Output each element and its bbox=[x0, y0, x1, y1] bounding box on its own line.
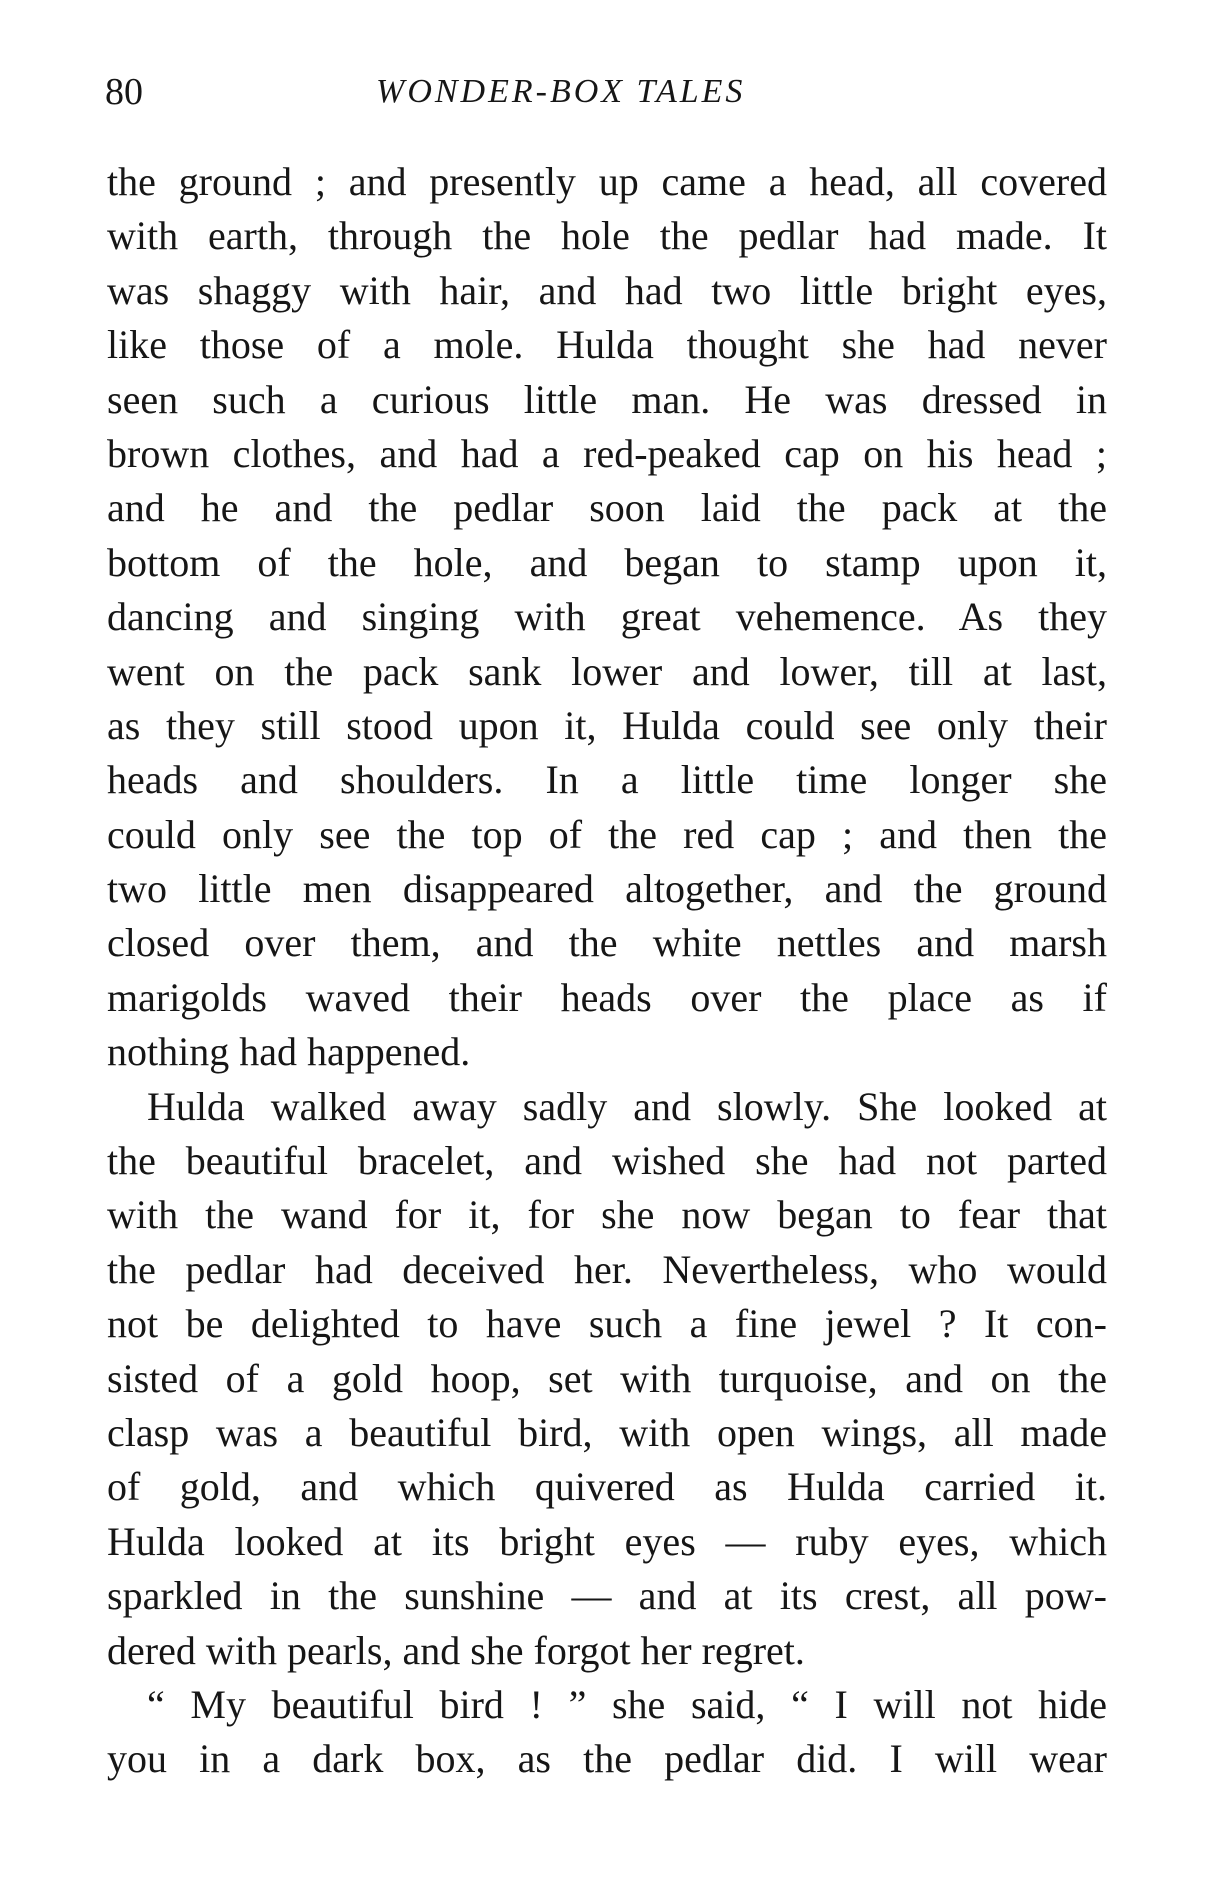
text-line: the beautiful bracelet, and wished she had not parted bbox=[107, 1138, 1107, 1184]
text-line: dered with pearls, and she forgot her regret. bbox=[107, 1627, 805, 1673]
text-line: brown clothes, and had a red-peaked cap on his head ; bbox=[107, 430, 1107, 476]
text-line: two little men disappeared altogether, and the ground bbox=[107, 866, 1107, 912]
paragraph bbox=[107, 1080, 1107, 1678]
text-line: the ground ; and presently up came a head, all covered bbox=[107, 159, 1107, 204]
page-number: 80 bbox=[105, 71, 143, 113]
running-head bbox=[0, 62, 1228, 122]
text-line: “ My beautiful bird ! ” she said, “ I will not hide bbox=[147, 1681, 1107, 1727]
text-line: could only see the top of the red cap ; and then the bbox=[107, 811, 1107, 857]
text-line: sparkled in the sunshine — and at its crest, all pow- bbox=[107, 1573, 1107, 1619]
text-line: closed over them, and the white nettles and marsh bbox=[107, 920, 1107, 966]
text-line: heads and shoulders. In a little time longer she bbox=[107, 757, 1107, 803]
text-line: nothing had happened. bbox=[107, 1029, 471, 1075]
body-text bbox=[107, 155, 1107, 1787]
paragraph bbox=[107, 1678, 1107, 1787]
text-line: was shaggy with hair, and had two little bright eyes, bbox=[107, 267, 1107, 313]
text-line: seen such a curious little man. He was dressed in bbox=[107, 376, 1107, 422]
text-line: sisted of a gold hoop, set with turquoise, and on the bbox=[107, 1355, 1107, 1401]
text-line: and he and the pedlar soon laid the pack at the bbox=[107, 485, 1107, 531]
text-line: of gold, and which quivered as Hulda carried it. bbox=[107, 1464, 1107, 1510]
text-line: you in a dark box, as the pedlar did. I will wear bbox=[107, 1736, 1107, 1782]
book-title: WONDER-BOX TALES bbox=[376, 73, 746, 110]
paragraph bbox=[107, 155, 1107, 1080]
text-line: with the wand for it, for she now began to fear that bbox=[107, 1192, 1107, 1238]
text-line: not be delighted to have such a fine jewel ? It con- bbox=[107, 1301, 1107, 1347]
text-line: dancing and singing with great vehemence. As they bbox=[107, 594, 1107, 640]
text-line: went on the pack sank lower and lower, till at last, bbox=[107, 648, 1107, 694]
text-line: with earth, through the hole the pedlar had made. It bbox=[107, 213, 1107, 259]
text-line: marigolds waved their heads over the place as if bbox=[107, 974, 1107, 1020]
text-line: Hulda looked at its bright eyes — ruby eyes, which bbox=[107, 1518, 1107, 1564]
text-line: bottom of the hole, and began to stamp upon it, bbox=[107, 539, 1107, 585]
text-line: like those of a mole. Hulda thought she had never bbox=[107, 322, 1107, 368]
text-line: Hulda walked away sadly and slowly. She looked at bbox=[147, 1083, 1107, 1129]
text-line: the pedlar had deceived her. Nevertheless, who would bbox=[107, 1246, 1107, 1292]
text-line: as they still stood upon it, Hulda could see only their bbox=[107, 702, 1107, 748]
text-line: clasp was a beautiful bird, with open wings, all made bbox=[107, 1409, 1107, 1455]
